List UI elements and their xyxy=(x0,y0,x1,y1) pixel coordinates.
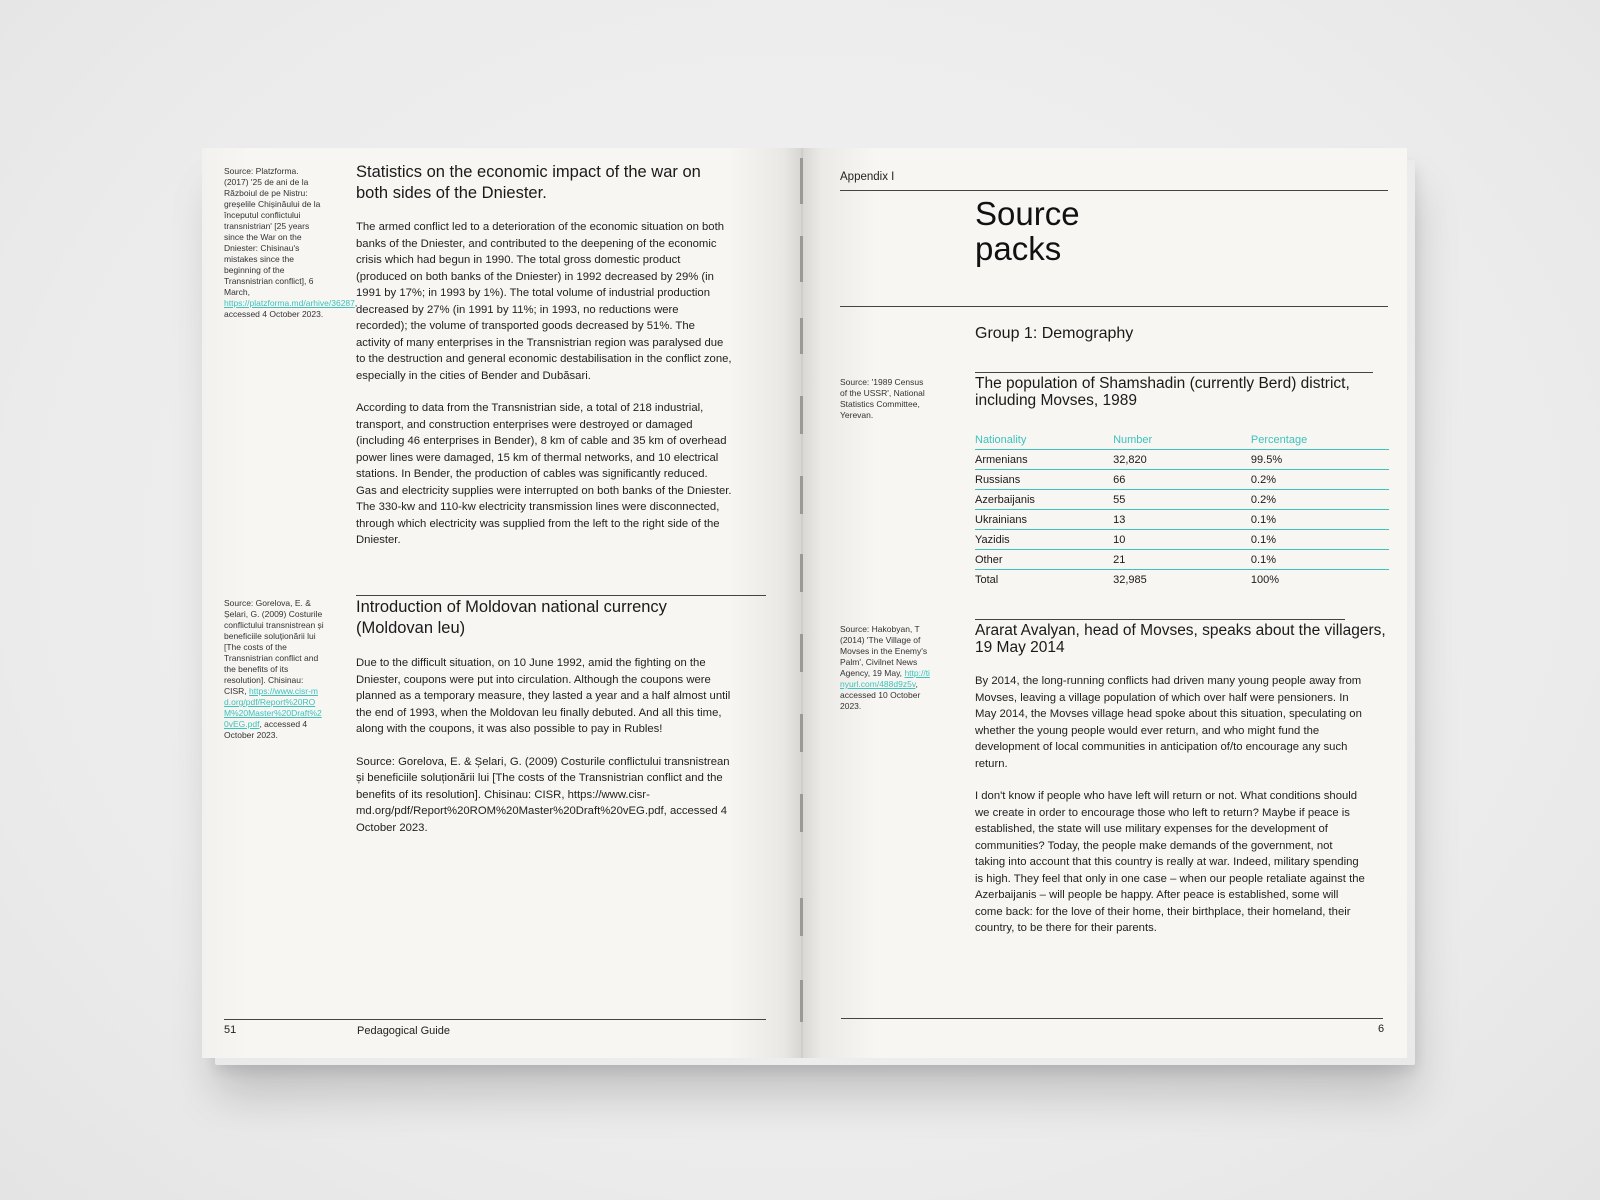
note-text-after: , accessed 10 October 2023. xyxy=(840,679,921,711)
column-header: Number xyxy=(1113,430,1251,450)
table-cell: Yazidis xyxy=(975,530,1113,550)
title-line: Source xyxy=(975,195,1080,232)
table-row xyxy=(975,550,1389,570)
table-cell: Other xyxy=(975,550,1113,570)
table-cell: Total xyxy=(975,573,999,586)
header-rule xyxy=(840,190,1388,191)
paragraph: The armed conflict led to a deterioration of the economic situation on both banks of the Dniester, and contributed to the deepening of the economic crisis which had begun in 1990. The total gross domestic product (produced on both banks of the Dniester) in 1992 decreased by 29% (in 1991 by 17%; in 1993 by 1%). The total volume of industrial production decreased by 27% (in 1991 by 11%; in 1993, no reductions were recorded); the volume of transported goods decreased by 51%. The activity of many enterprises in the Transnistrian region was paralysed due to the destruction and general economic destabilisation in the conflict zone, especially in the cities of Bender and Dubăsari. xyxy=(356,221,732,382)
page-number: 6 xyxy=(1378,1023,1385,1035)
appendix-label: Appendix I xyxy=(840,171,895,183)
table-cell: 0.1% xyxy=(1251,530,1389,550)
table-cell: 32,985 xyxy=(1113,573,1147,586)
title-line: packs xyxy=(975,230,1062,267)
quote-heading-rule xyxy=(975,619,1345,620)
table-row xyxy=(975,510,1389,530)
footer-rule xyxy=(841,1018,1383,1019)
paragraph: Source: Gorelova, E. & Șelari, G. (2009) Costurile conflictului transnistrean și beneficiile soluționării lui [The costs of the Transnistrian conflict and the benefits of its resolution]. Chisinau: CISR, https://www.cisr-md.org/pdf/Report%20ROM%20Master%20Draft%20vEG.pdf, accessed 4 October 2023. xyxy=(356,755,730,834)
table-cell: 55 xyxy=(1113,490,1251,510)
section-heading-economic-impact: Statistics on the economic impact of the war on both sides of the Dniester. xyxy=(356,163,701,202)
quote-heading: Ararat Avalyan, head of Movses, speaks about the villagers, 19 May 2014 xyxy=(975,622,1386,656)
table-cell: 32,820 xyxy=(1113,450,1251,470)
table-cell: Russians xyxy=(975,470,1113,490)
table-row xyxy=(975,470,1389,490)
note-text-after: , accessed 4 October 2023. xyxy=(224,719,308,740)
table-header-row xyxy=(975,430,1389,450)
table-row xyxy=(975,490,1389,510)
table-cell: 0.1% xyxy=(1251,510,1389,530)
note-text: Source: Gorelova, E. & Șelari, G. (2009) Costurile conflictului transnistrean și beneficiile soluționării lui [The costs of the Transnistrian conflict and the benefits of its resolution]. Chisinau: CISR, xyxy=(224,598,324,696)
population-table xyxy=(975,430,1389,589)
note-text: Source: Platzforma. (2017) '25 de ani de la Războiul de pe Nistru: greșelile Chișinăului de la începutul conflictului transnistrian' [25 years since the War on the Dniester: Chisinau's mistakes since the beginning of the Transnistrian conflict], 6 March, xyxy=(224,166,321,297)
paragraph: According to data from the Transnistrian side, a total of 218 industrial, transport, and construction enterprises were destroyed or damaged (including 46 enterprises in Bender), 8 km of cable and 35 km of overhead power lines were damaged, 15 km of thermal networks, and 10 electrical stations. In Bender, the production of cables was significantly reduced. xyxy=(356,402,727,480)
table-cell: Azerbaijanis xyxy=(975,490,1113,510)
paragraph: Due to the difficult situation, on 10 June 1992, amid the fighting on the Dniester, coupons were put into circulation. Although the coupons were planned as a temporary measure, they lasted a year and a half almost until the end of 1993, when the Moldovan leu finally debuted. And all this time, along with the coupons, it was also possible to pay in Rubles! xyxy=(356,657,731,735)
table-row xyxy=(975,450,1389,470)
table-cell: Armenians xyxy=(975,450,1113,470)
table-heading: The population of Shamshadin (currently Berd) district, including Movses, 1989 xyxy=(975,375,1350,409)
note-link[interactable]: https://platzforma.md/arhive/36287 xyxy=(224,298,355,308)
table-cell: Ukrainians xyxy=(975,510,1113,530)
note-link[interactable]: https://www.cisr-md.org/pdf/Report%20ROM%20Master%20Draft%20vEG.pdf xyxy=(224,686,322,729)
table-cell: 10 xyxy=(1113,530,1251,550)
paragraph: By 2014, the long-running conflicts had driven many young people away from Movses, leaving a village population of which over half were pensioners. In May 2014, the Movses village head spoke about this situation, speculating on whether the young people would ever return, and who might fund the development of local communities in anticipation of/to encourage any such return. xyxy=(975,675,1362,770)
table-cell: 21 xyxy=(1113,550,1251,570)
table-heading-rule xyxy=(975,372,1373,373)
note-text: Source: Hakobyan, T (2014) 'The Village of Movses in the Enemy's Palm', Civilnet News Agency, 19 May, xyxy=(840,624,928,678)
note-link[interactable]: http://tinyurl.com/488d9z5v xyxy=(840,668,930,689)
page-number: 51 xyxy=(224,1024,237,1036)
quote-paragraph: I don't know if people who have left will return or not. What conditions should we create in order to encourage those who left to return? Maybe if peace is established, the state will use military expenses for the development of communities? Today, the people make demands of the government, not taking into account that this country is really at war. Indeed, military spending is high. They feel that only in one case – when our people retaliate against the Azerbaijanis – will people be happy. After peace is established, some will come back: for the love of their home, their birthplace, their homeland, their country, to be there for their parents. xyxy=(975,790,1365,934)
left-source-note-1 xyxy=(224,166,358,320)
right-source-note-1: Source: '1989 Census of the USSR', National Statistics Committee, Yerevan. xyxy=(840,377,925,420)
quote-body xyxy=(975,673,1365,937)
table-cell: 100% xyxy=(1250,573,1280,586)
column-header: Percentage xyxy=(1251,430,1389,450)
group-heading: Group 1: Demography xyxy=(975,325,1134,342)
right-source-note-2 xyxy=(840,624,932,712)
table-cell: 0.1% xyxy=(1251,550,1389,570)
section-body-economic-impact xyxy=(356,219,732,549)
table-cell: 99.5% xyxy=(1251,450,1389,470)
table-cell: 13 xyxy=(1113,510,1251,530)
column-header: Nationality xyxy=(975,430,1113,450)
title-rule xyxy=(840,306,1388,307)
section-divider xyxy=(356,595,766,596)
section-body-moldovan-leu xyxy=(356,655,736,836)
page-title xyxy=(975,196,1080,266)
table-cell: 0.2% xyxy=(1251,470,1389,490)
table-row xyxy=(975,530,1389,550)
note-text-after: , accessed 4 October 2023. xyxy=(224,298,358,319)
left-source-note-2 xyxy=(224,598,324,741)
paragraph: Gas and electricity supplies were interrupted on both banks of the Dniester. The 330-kw and 110-kw electricity transmission lines were disconnected, through which electricity was supplied from the left to the right side of the Dniester. xyxy=(356,484,732,546)
section-heading-moldovan-leu: Introduction of Moldovan national currency (Moldovan leu) xyxy=(356,598,667,637)
table-cell: 0.2% xyxy=(1251,490,1389,510)
table-total-row xyxy=(975,570,1389,590)
table-cell: 66 xyxy=(1113,470,1251,490)
footer-rule xyxy=(224,1019,766,1020)
footer-title: Pedagogical Guide xyxy=(357,1025,450,1037)
